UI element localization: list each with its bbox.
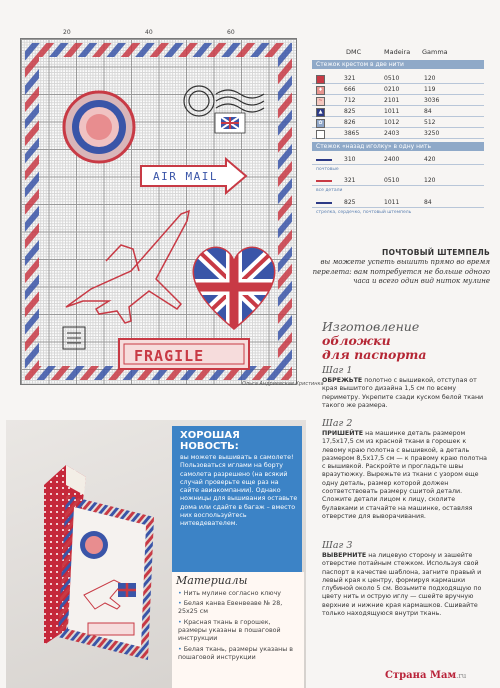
step-heading: Шаг 1 bbox=[322, 365, 353, 376]
key-dmc: 321 bbox=[344, 177, 356, 184]
step-text bbox=[322, 430, 492, 521]
instructions-title-line3: для паспорта bbox=[322, 347, 427, 362]
key-madeira: 1012 bbox=[384, 119, 400, 126]
bullet-icon: • bbox=[178, 646, 184, 653]
key-madeira: 0210 bbox=[384, 86, 400, 93]
bullet-icon: • bbox=[178, 590, 184, 597]
key-gamma: 420 bbox=[424, 156, 436, 163]
color-swatch: ✿ bbox=[316, 119, 325, 128]
line-swatch bbox=[316, 202, 332, 204]
airplane-outline bbox=[66, 211, 189, 323]
key-madeira: 1011 bbox=[384, 108, 400, 115]
passport-cover-photo bbox=[36, 455, 166, 660]
color-swatch bbox=[316, 75, 325, 84]
key-caption: все детали bbox=[316, 188, 343, 193]
site-logo bbox=[385, 670, 466, 681]
key-dmc: 712 bbox=[344, 97, 356, 104]
key-dmc: 826 bbox=[344, 119, 356, 126]
materials-item bbox=[178, 646, 300, 662]
key-section-cross: Стежок крестом в две нити bbox=[312, 60, 484, 69]
step-verb: ВЫВЕРНИТЕ bbox=[322, 552, 367, 559]
stamp-title: ПОЧТОВЫЙ ШТЕМПЕЛЬ bbox=[382, 248, 490, 257]
bullet-icon: • bbox=[178, 619, 184, 626]
key-dmc: 825 bbox=[344, 108, 356, 115]
step-text bbox=[322, 377, 492, 410]
materials-item-text: Белая канва Евенвеаве № 28, 25x25 см bbox=[178, 600, 283, 616]
fragile-text: FRAGILE bbox=[134, 347, 205, 365]
site-logo-main: Страна Мам bbox=[385, 670, 457, 681]
key-section-backstitch: Стежок «назад иголку» в одну нить bbox=[312, 142, 484, 151]
key-gamma: 119 bbox=[424, 86, 436, 93]
key-row bbox=[312, 74, 484, 84]
color-swatch bbox=[316, 130, 325, 139]
color-swatch: ▲ bbox=[316, 108, 325, 117]
key-row bbox=[312, 96, 484, 106]
materials-item bbox=[178, 590, 300, 598]
air-mail-text: AIR MAIL bbox=[153, 170, 218, 183]
key-caption: почтовые bbox=[316, 167, 339, 172]
uk-small-stamp bbox=[215, 113, 245, 133]
instructions-title bbox=[322, 320, 492, 362]
key-gamma: 120 bbox=[424, 177, 436, 184]
materials-item-text: Нить мулине согласно ключу bbox=[183, 590, 282, 597]
key-madeira: 1011 bbox=[384, 199, 400, 206]
postmark bbox=[184, 86, 264, 116]
chart-top-ticks bbox=[20, 29, 295, 37]
key-row bbox=[312, 129, 484, 139]
small-postmark bbox=[63, 327, 85, 349]
key-row bbox=[312, 198, 484, 208]
thread-key-table bbox=[312, 48, 484, 220]
key-madeira: 2400 bbox=[384, 156, 400, 163]
good-news-heading-line2: НОВОСТЬ: bbox=[180, 441, 239, 452]
key-gamma: 3036 bbox=[424, 97, 440, 104]
round-stamp bbox=[64, 92, 134, 162]
step-heading: Шаг 2 bbox=[322, 418, 353, 429]
step-body: на машинке деталь размером 17,5x17,5 см из красной ткани в горошек к левому краю полотна с вышивкой, а деталь размером 8,5x17,5 см — к правому краю полотна с вышивкой. Раскройте и прогладьте швы вразутюжку. Вырежьте из ткани с узором еще одну деталь, размер которой должен соответствовать размеру сшитой детали. Сложите детали лицом к лицу, сколите булавками и стачайте на машинке, оставляя отверстие для выворачивания. bbox=[322, 430, 487, 520]
line-swatch bbox=[316, 180, 332, 182]
materials-item bbox=[178, 619, 300, 644]
instructions-title-line2: обложки bbox=[322, 333, 391, 348]
key-row bbox=[312, 85, 484, 95]
key-dmc: 310 bbox=[344, 156, 356, 163]
key-gamma: 3250 bbox=[424, 130, 440, 137]
tick-label: 40 bbox=[145, 29, 153, 36]
key-gamma: 512 bbox=[424, 119, 436, 126]
key-madeira: 0510 bbox=[384, 177, 400, 184]
key-row bbox=[312, 155, 484, 165]
union-jack-heart bbox=[186, 239, 286, 334]
materials-item bbox=[178, 600, 300, 616]
key-dmc: 3865 bbox=[344, 130, 360, 137]
step-body: полотно с вышивкой, отступая от края вышитого дизайна 1,5 см по всему периметру. Укрепите сзади куском белой ткани такого же размера. bbox=[322, 377, 484, 409]
materials-heading: Материалы bbox=[176, 574, 248, 587]
good-news-heading-line1: ХОРОШАЯ bbox=[180, 430, 240, 441]
step-text bbox=[322, 552, 492, 618]
key-dmc: 666 bbox=[344, 86, 356, 93]
key-gamma: 120 bbox=[424, 75, 436, 82]
key-madeira: 2101 bbox=[384, 97, 400, 104]
cross-stitch-chart bbox=[20, 38, 297, 385]
color-swatch: ♦ bbox=[316, 86, 325, 95]
key-madeira: 0510 bbox=[384, 75, 400, 82]
good-news-text: вы можете вышивать в самолете! Пользоваться иглами на борту самолета разрешено (на всякий случай проверьте еще раз на сайте авиакомпании). Однако ножницы для вышивания оставьте дома или сдайте в багаж – вместо них воспользуйтесь нитевдевателем. bbox=[180, 454, 298, 528]
key-col-gamma: Gamma bbox=[422, 48, 448, 56]
step-verb: ОБРЕЖЬТЕ bbox=[322, 377, 363, 384]
key-row bbox=[312, 176, 484, 186]
site-logo-sub: .ru bbox=[456, 672, 467, 680]
color-swatch: ~ bbox=[316, 97, 325, 106]
airmail-border bbox=[25, 43, 292, 380]
step-heading: Шаг 3 bbox=[322, 540, 353, 551]
materials-item-text: Белая ткань, размеры указаны в пошаговой инструкции bbox=[178, 646, 293, 662]
key-gamma: 84 bbox=[424, 199, 432, 206]
materials-item-text: Красная ткань в горошек, размеры указаны в пошаговой инструкции bbox=[178, 619, 281, 643]
step-verb: ПРИШЕЙТЕ bbox=[322, 430, 364, 437]
stamp-text: вы можете успеть вышить прямо во время перелета: вам потребуется не больше одного часа и всего один вид ниток мулине bbox=[312, 258, 490, 285]
line-swatch bbox=[316, 159, 332, 161]
key-madeira: 2403 bbox=[384, 130, 400, 137]
chart-credit: Ольга Андриевская Кристинка bbox=[242, 381, 324, 387]
step-body: на лицевую сторону и зашейте отверстие потайным стежком. Используя свой паспорт в качестве шаблона, загните правый и левый края к центру, формируя кармашки глубиной около 5 см. Возьмите подходящую по цвету нить и острую иглу — сшейте вручную верхние и нижние края кармашков. Сшивайте только находящуюся внутри ткань. bbox=[322, 552, 482, 618]
tick-label: 20 bbox=[63, 29, 71, 36]
bullet-icon: • bbox=[178, 600, 184, 607]
key-row bbox=[312, 118, 484, 128]
key-caption: стрелка, сердечко, почтовый штемпель bbox=[316, 210, 412, 215]
key-col-dmc: DMC bbox=[346, 48, 362, 56]
key-col-madeira: Madeira bbox=[384, 48, 411, 56]
key-row bbox=[312, 107, 484, 117]
good-news-heading bbox=[180, 430, 240, 452]
key-dmc: 321 bbox=[344, 75, 356, 82]
instructions-title-line1: Изготовление bbox=[322, 319, 420, 334]
tick-label: 60 bbox=[227, 29, 235, 36]
chart-artwork bbox=[21, 39, 296, 384]
key-dmc: 825 bbox=[344, 199, 356, 206]
key-gamma: 84 bbox=[424, 108, 432, 115]
